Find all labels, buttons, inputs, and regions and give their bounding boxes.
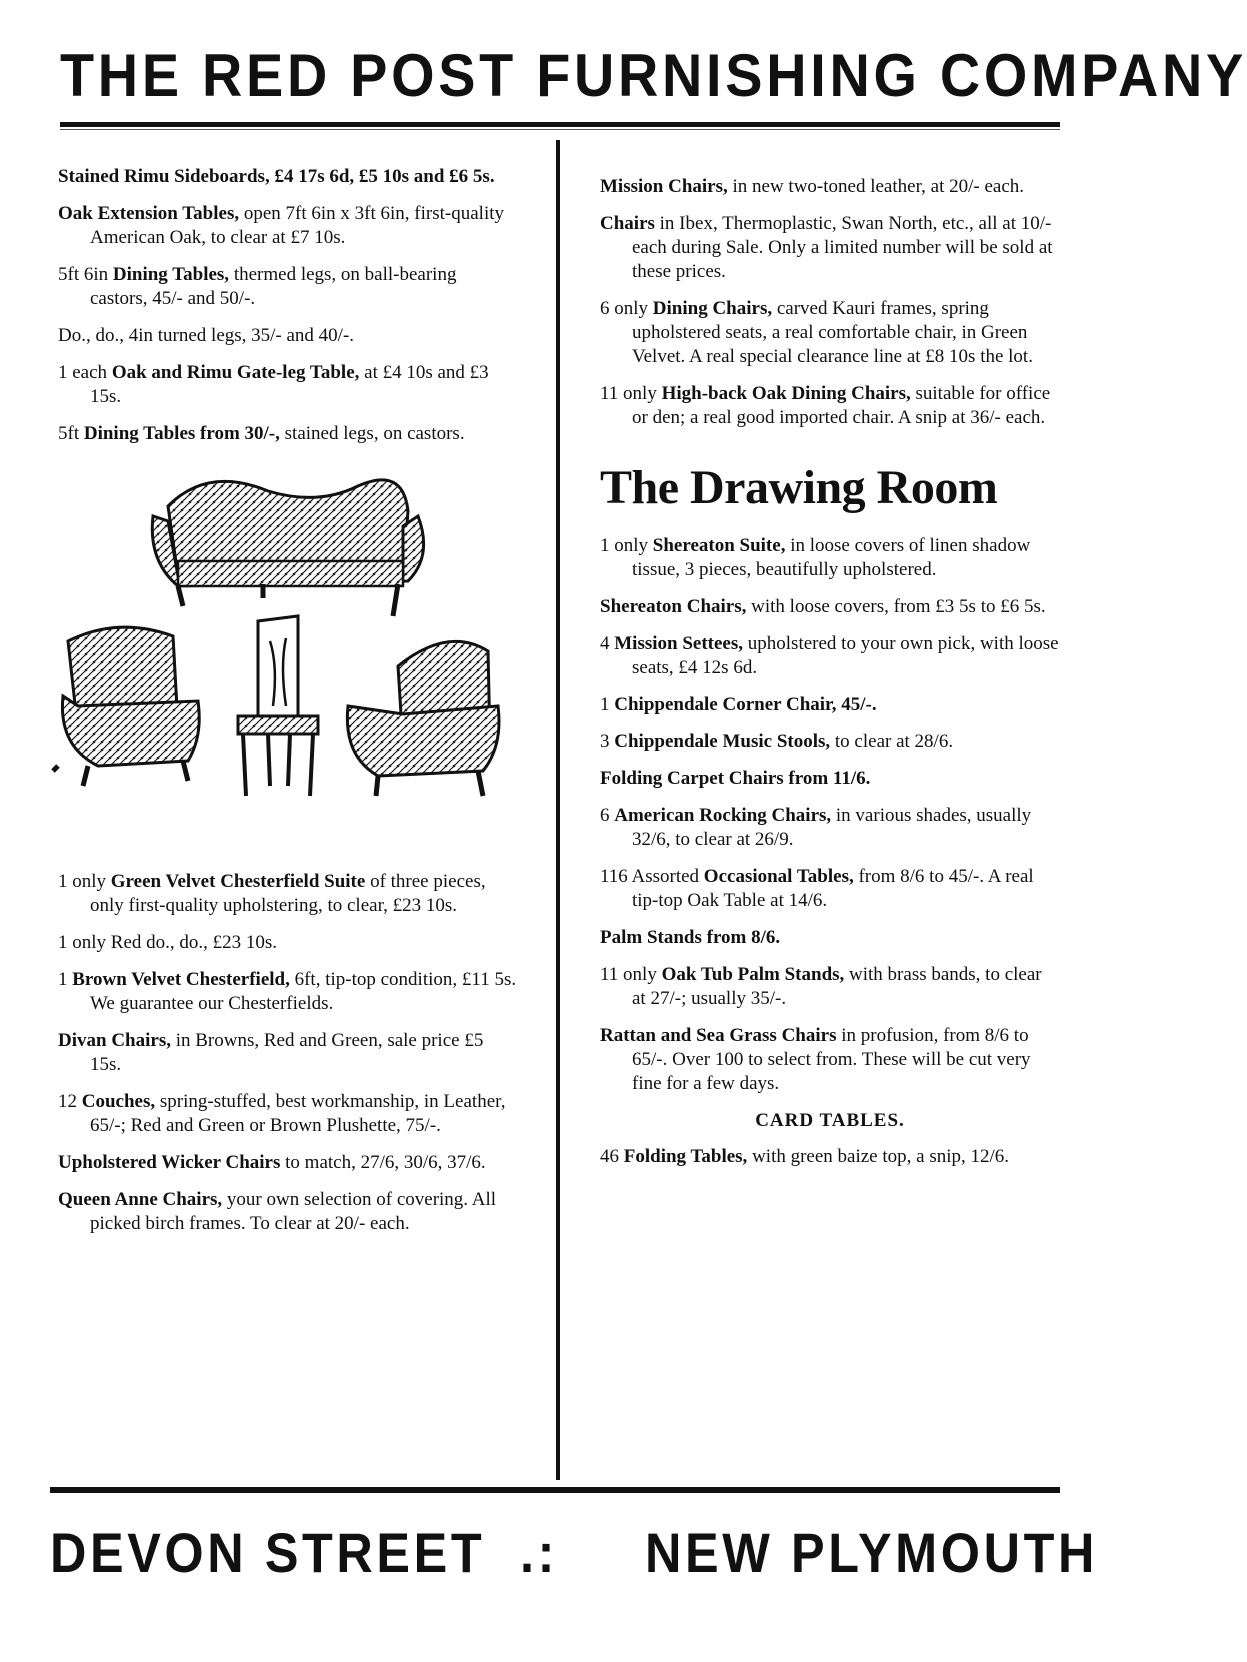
- listing-item: [600, 730, 1060, 754]
- item-highlight: High-back Oak Dining Chairs,: [661, 383, 911, 404]
- listing-item: [600, 767, 1060, 791]
- item-text: Do., do., 4in turned legs, 35/- and 40/-.: [58, 325, 355, 346]
- item-text: to match, 27/6, 30/6, 37/6.: [280, 1152, 486, 1173]
- item-text: from 8/6 to 45/-. A real tip-top Oak Table at 14/6.: [632, 866, 1034, 911]
- item-text: 6: [600, 805, 615, 826]
- sofa-icon: [152, 480, 423, 616]
- listing-item: [58, 324, 518, 348]
- item-text: 1 each: [58, 362, 112, 383]
- right-column: [600, 175, 1060, 1182]
- item-highlight: Folding Tables,: [623, 1146, 748, 1167]
- item-text: 1: [58, 969, 73, 990]
- card-tables-items: [600, 1145, 1060, 1169]
- right-items-bottom: [600, 534, 1060, 1096]
- listing-item: [600, 693, 1060, 717]
- listing-item: [600, 595, 1060, 619]
- item-highlight: Upholstered Wicker Chairs: [58, 1152, 281, 1173]
- column-divider: [556, 140, 560, 1480]
- item-text: with green baize top, a snip, 12/6.: [747, 1146, 1010, 1167]
- listing-item: [58, 931, 518, 955]
- item-text: stained legs, on castors.: [279, 423, 465, 444]
- item-text: 1 only: [58, 871, 111, 892]
- item-highlight: Queen Anne Chairs,: [58, 1189, 223, 1210]
- listing-item: [58, 422, 518, 446]
- item-highlight: Shereaton Suite,: [652, 535, 786, 556]
- item-highlight: Occasional Tables,: [703, 866, 854, 887]
- item-text: 1: [600, 694, 615, 715]
- side-chair-icon: [238, 616, 318, 796]
- item-text: your own selection of covering. All picked birch frames. To clear at 20/- each.: [90, 1189, 497, 1234]
- item-highlight: Dining Tables,: [112, 264, 230, 285]
- item-text: 5ft 6in: [58, 264, 113, 285]
- item-highlight: Dining Tables from 30/-,: [83, 423, 280, 444]
- section-title-drawing-room: The Drawing Room: [600, 461, 998, 514]
- item-highlight: Oak Tub Palm Stands,: [661, 964, 845, 985]
- item-highlight: Chippendale Music Stools,: [614, 731, 831, 752]
- listing-item: [600, 1024, 1060, 1096]
- header-rule-thin: [60, 129, 1060, 130]
- item-highlight: Rattan and Sea Grass Chairs: [600, 1025, 837, 1046]
- right-items-top: [600, 175, 1060, 430]
- listing-item: [600, 534, 1060, 582]
- armchair-right-icon: [347, 641, 499, 796]
- item-text: 12: [58, 1091, 82, 1112]
- item-text: 1 only Red do., do., £23 10s.: [58, 932, 278, 953]
- listing-item: [58, 1029, 518, 1077]
- item-text: with brass bands, to clear at 27/-; usually 35/-.: [632, 964, 1042, 1009]
- listing-item: [58, 361, 518, 409]
- item-highlight: Mission Chairs,: [600, 176, 728, 197]
- item-highlight: Brown Velvet Chesterfield,: [72, 969, 290, 990]
- item-text: to clear at 28/6.: [830, 731, 954, 752]
- item-highlight: American Rocking Chairs,: [614, 805, 832, 826]
- item-text: suitable for office or den; a real good imported chair. A snip at 36/- each.: [632, 383, 1051, 428]
- item-highlight: Shereaton Chairs,: [600, 596, 747, 617]
- listing-item: [600, 175, 1060, 199]
- item-text: open 7ft 6in x 3ft 6in, first-quality American Oak, to clear at £7 10s.: [90, 203, 504, 248]
- card-tables-heading: CARD TABLES.: [755, 1110, 905, 1131]
- item-text: 4: [600, 633, 615, 654]
- item-highlight: Stained Rimu Sideboards, £4 17s 6d, £5 10s and £6 5s.: [58, 166, 495, 187]
- item-highlight: Green Velvet Chesterfield Suite: [110, 871, 366, 892]
- listing-item: [58, 968, 518, 1016]
- listing-item: [58, 1188, 518, 1236]
- left-column: [58, 165, 518, 1249]
- item-text: in profusion, from 8/6 to 65/-. Over 100 to select from. These will be cut very fine for a few days.: [632, 1025, 1031, 1094]
- item-text: upholstered to your own pick, with loose seats, £4 12s 6d.: [632, 633, 1059, 678]
- item-highlight: Mission Settees,: [614, 633, 744, 654]
- item-text: 1 only: [600, 535, 653, 556]
- listing-item: [58, 1090, 518, 1138]
- footer-separator: .:: [520, 1521, 558, 1584]
- item-text: 46: [600, 1146, 624, 1167]
- masthead-title: THE RED POST FURNISHING COMPANY: [60, 42, 1247, 109]
- item-text: in various shades, usually 32/6, to clear at 26/9.: [632, 805, 1032, 850]
- item-highlight: Folding Carpet Chairs from 11/6.: [600, 768, 871, 789]
- item-highlight: Divan Chairs,: [58, 1030, 171, 1051]
- listing-item: [600, 382, 1060, 430]
- item-text: thermed legs, on ball-bearing castors, 45/- and 50/-.: [90, 264, 457, 309]
- header-rule: [60, 122, 1060, 127]
- item-highlight: Couches,: [81, 1091, 156, 1112]
- footer: [50, 1510, 1098, 1610]
- item-text: carved Kauri frames, spring upholstered seats, a real comfortable chair, in Green Velvet. A real special clearance line at £8 10s the lot.: [632, 298, 1033, 367]
- listing-item: [600, 297, 1060, 369]
- item-highlight: Oak and Rimu Gate-leg Table,: [111, 362, 360, 383]
- footer-street: DEVON STREET: [50, 1521, 486, 1584]
- listing-item: [600, 212, 1060, 284]
- footer-rule: [50, 1487, 1060, 1493]
- left-items-top: [58, 165, 518, 446]
- item-text: with loose covers, from £3 5s to £6 5s.: [746, 596, 1046, 617]
- item-text: spring-stuffed, best workmanship, in Leather, 65/-; Red and Green or Brown Plushette, 75/-.: [90, 1091, 506, 1136]
- listing-item: [600, 963, 1060, 1011]
- item-text: 11 only: [600, 964, 662, 985]
- item-highlight: Chairs: [600, 213, 655, 234]
- item-text: at £4 10s and £3 15s.: [90, 362, 489, 407]
- item-highlight: Oak Extension Tables,: [58, 203, 240, 224]
- item-text: 6 only: [600, 298, 653, 319]
- item-text: 3: [600, 731, 615, 752]
- item-text: 6ft, tip-top condition, £11 5s. We guarantee our Chesterfields.: [90, 969, 517, 1014]
- listing-item: [58, 870, 518, 918]
- footer-town: NEW PLYMOUTH: [645, 1521, 1098, 1584]
- item-text: 11 only: [600, 383, 662, 404]
- listing-item: [600, 632, 1060, 680]
- listing-item: [600, 1145, 1060, 1169]
- listing-item: [58, 1151, 518, 1175]
- listing-item: [600, 804, 1060, 852]
- armchair-left-icon: [53, 627, 199, 786]
- listing-item: [58, 202, 518, 250]
- item-highlight: Chippendale Corner Chair, 45/-.: [614, 694, 877, 715]
- listing-item: [600, 865, 1060, 913]
- listing-item: [58, 263, 518, 311]
- item-text: 116 Assorted: [600, 866, 704, 887]
- listing-item: [600, 926, 1060, 950]
- item-text: of three pieces, only first-quality upholstering, to clear, £23 10s.: [90, 871, 486, 916]
- item-text: in Browns, Red and Green, sale price £5 15s.: [90, 1030, 484, 1075]
- item-text: in new two-toned leather, at 20/- each.: [727, 176, 1025, 197]
- item-text: 5ft: [58, 423, 84, 444]
- chesterfield-suite-engraving: [58, 466, 518, 856]
- item-highlight: Dining Chairs,: [652, 298, 773, 319]
- listing-item: [58, 165, 518, 189]
- item-text: in loose covers of linen shadow tissue, 3 pieces, beautifully upholstered.: [632, 535, 1031, 580]
- item-highlight: Palm Stands from 8/6.: [600, 927, 781, 948]
- left-items-bottom: [58, 870, 518, 1236]
- item-text: in Ibex, Thermoplastic, Swan North, etc., all at 10/- each during Sale. Only a limited number will be sold at these prices.: [632, 213, 1053, 282]
